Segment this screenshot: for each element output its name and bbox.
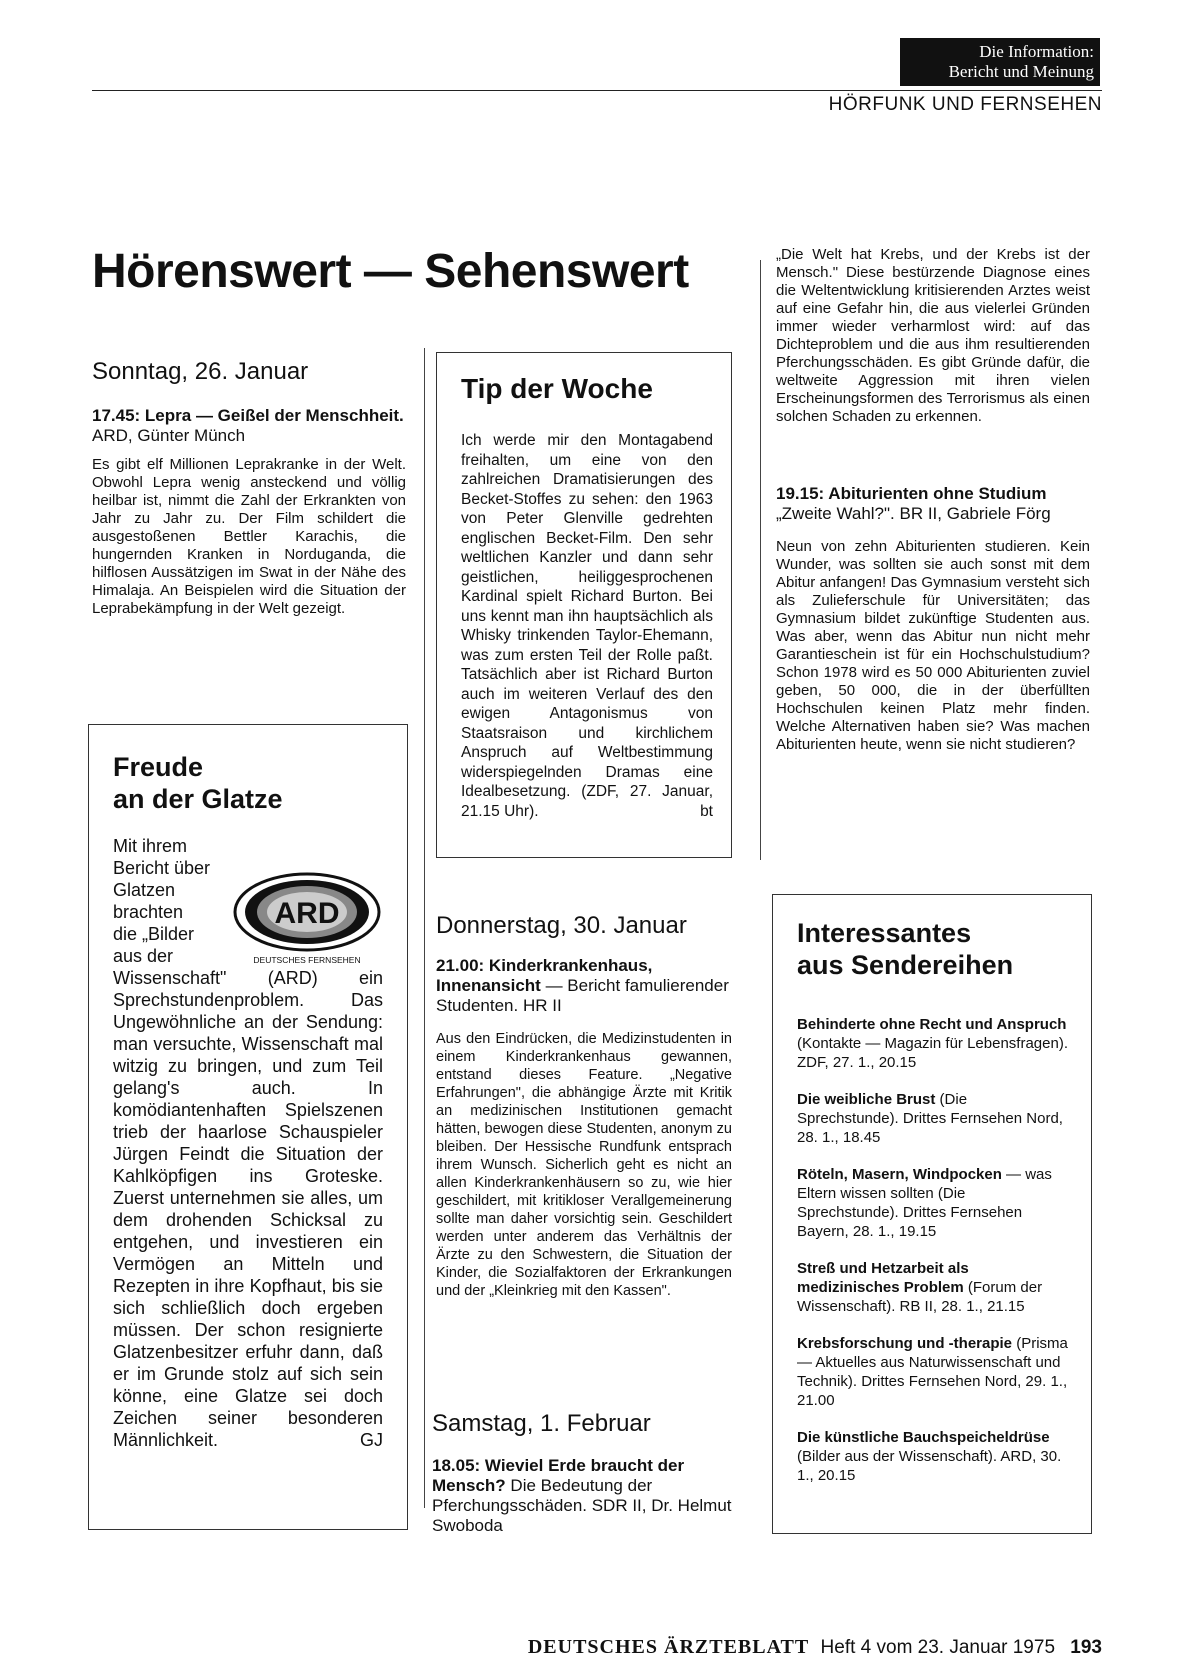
samstag-section <box>432 1410 732 1536</box>
entry-title: 19.15: Abiturienten ohne Studium <box>776 484 1047 503</box>
glatze-title-line1: Freude <box>113 752 204 782</box>
page-number: 193 <box>1070 1637 1102 1658</box>
day-heading-donnerstag: Donnerstag, 30. Januar <box>436 912 687 939</box>
entry-title: 17.45: Lepra — Geißel der Menschheit. <box>92 406 404 425</box>
entry-details: ARD, Günter Münch <box>92 426 246 445</box>
entry-details: „Zweite Wahl?". BR II, Gabriele Förg <box>776 504 1051 523</box>
item-title: Röteln, Masern, Windpocken <box>797 1166 1002 1183</box>
lead-line: aus der <box>113 946 174 966</box>
entry-title: 18.05: Wieviel Erde braucht der Mensch? <box>432 1456 685 1495</box>
info-header-box <box>900 38 1100 86</box>
magazine-name: DEUTSCHES ÄRZTEBLATT <box>527 1636 810 1658</box>
lead-line: brachten <box>113 902 184 922</box>
tip-box <box>436 352 732 858</box>
lead-line: Mit ihrem <box>113 836 188 856</box>
ard-logo <box>232 868 382 968</box>
program-entry-abiturienten <box>776 484 1090 524</box>
lead-line: die „Bilder <box>113 924 195 944</box>
interessantes-title <box>797 917 1013 981</box>
interessantes-title-line1: Interessantes <box>797 918 972 948</box>
glatze-title <box>113 751 283 815</box>
list-item <box>797 1428 1069 1485</box>
lead-line: Bericht über <box>113 858 211 878</box>
header-rule <box>92 90 1102 91</box>
info-header-line2: Bericht und Meinung <box>948 62 1094 81</box>
tip-body <box>461 431 713 821</box>
item-details: (Die Sprechstunde). Drittes Fernsehen Nord, 28. 1., 18.45 <box>797 1091 1063 1146</box>
entry-body: Neun von zehn Abiturienten studieren. Kein Wunder, was sollten sie auch sonst mit dem Abitur anfangen! Das Gymnasium versteht sich als Zulieferschule für Universitäten; das Gymnasium bildet zukünftige Studenten aus. Was aber, wenn das Abitur nun nicht mehr Garantieschein ist für ein Hochschulstudium? Schon 1978 wird es 50 000 Abiturienten zuviel geben, 50 000, die in der überfüllten Hochschulen keinen Platz mehr finden. Welche Alternativen haben sie? Was machen Abiturienten heute, wenn sie nicht studieren? <box>776 538 1090 753</box>
tip-title: Tip der Woche <box>461 373 653 404</box>
item-details: — was Eltern wissen sollten (Die Sprechstunde). Drittes Fernsehen Bayern, 28. 1., 19.15 <box>797 1166 1052 1240</box>
glatze-title-line2: an der Glatze <box>113 784 283 814</box>
krebs-intro: „Die Welt hat Krebs, und der Krebs ist der Mensch." Diese bestürzende Diagnose eines die Weltentwicklung kritisierenden Arztes weist auf eine Gefahr hin, die aus vielerlei Gründen immer wieder verharmlost wird: auf das Dichteproblem und die aus ihm resultierenden Pferchungsschäden. Es gibt Gründe dafür, die weltweite Aggression mit ihren vielen Erscheinungsformen des Terrorismus als einen solchen Schaden zu erkennen. <box>776 246 1090 425</box>
glatze-author: GJ <box>359 1430 383 1450</box>
entry-details: Die Bedeutung der Pferchungsschäden. SDR II, Dr. Helmut Swoboda <box>432 1476 732 1535</box>
program-entry-lepra <box>92 406 406 446</box>
tip-author: bt <box>700 802 713 820</box>
donnerstag-section <box>436 912 732 1300</box>
item-details: (Forum der Wissenschaft). RB II, 28. 1., 21.15 <box>797 1279 1043 1315</box>
glatze-body-text: Wissenschaft" (ARD) ein Sprechstundenproblem. Das Ungewöhnliche an der Sendung: man versuchte, Wissenschaft mal witzig zu bringen, und zum Teil gelang's auch. In komödiantenhaften Spielszenen trieb der haarlose Schauspieler Jürgen Feindt die Situation der Kahlköpfigen ins Groteske. Zuerst unternehmen sie alles, um dem drohenden Schicksal zu entgehen, und investieren ein Vermögen an Mitteln und Rezepten in ihre Kopfhaut, bis sie sich schließlich doch ergeben müssen. Der schon resignierte Glatzenbesitzer erfuhr dann, daß er im Grunde stolz auf sich sein könne, eine Glatze sei doch Zeichen seiner besonderen Männlichkeit. <box>113 968 383 1450</box>
sonntag-section <box>92 358 406 618</box>
page-title: Hörenswert — Sehenswert <box>92 245 689 298</box>
entry-body: Aus den Eindrücken, die Medizinstudenten in einem Kinderkrankenhaus gewannen, entstand dieses Feature. „Negative Erfahrungen", die abhängige Ärzte mit Kritik an medizinischen Institutionen gemacht hätten, bewogen diese Studenten, anonym zu bleiben. Der Hessische Rundfunk entsprach ihrem Wunsch. Sicherlich geht es nicht an allen Kinderkrankenhäusern so zu, wie hier geschildert, mit kritikloser Verallgemeinerung sollte man daher vorsichtig sein. Geschildert werden unter anderem das Verhältnis der Ärzte zu den Schwestern, die Situation der Kinder, die Sozialfaktoren der Erkrankungen und der „Kleinkrieg mit den Kassen". <box>436 1031 732 1299</box>
list-item <box>797 1165 1069 1241</box>
day-heading-sonntag: Sonntag, 26. Januar <box>92 358 309 385</box>
issue-info: Heft 4 vom 23. Januar 1975 <box>820 1637 1056 1658</box>
item-title: Die künstliche Bauchspeicheldrüse <box>797 1429 1050 1446</box>
item-details: (Prisma — Aktuelles aus Naturwissenschaft und Technik). Drittes Fernsehen Nord, 29. 1., 21.00 <box>797 1335 1068 1409</box>
item-title: Behinderte ohne Recht und Anspruch <box>797 1016 1067 1033</box>
list-item <box>797 1259 1069 1316</box>
column-divider-1 <box>424 348 425 1508</box>
list-item <box>797 1334 1069 1410</box>
entry-body: Es gibt elf Millionen Leprakranke in der Welt. Obwohl Lepra wenig ansteckend und völlig heilbar ist, nimmt die Zahl der Erkrankten von Jahr zu Jahr zu. Der Film schildert die ausgestoßenen Bettler Karachis, die hungernden Kranken in Norduganda, die hilflosen Aussätzigen im Swat in der Nähe des Himalaja. An Beispielen wird die Situation der Leprabekämpfung in der Welt gezeigt. <box>92 456 406 617</box>
column-divider-2 <box>760 260 761 860</box>
program-entry-erde <box>432 1456 732 1536</box>
interessantes-list <box>797 1015 1069 1485</box>
glatze-lead <box>113 835 229 967</box>
program-entry-kinderkrankenhaus <box>436 956 732 1016</box>
item-title: Streß und Hetzarbeit als medizinisches Problem <box>797 1260 969 1296</box>
lead-line: Glatzen <box>113 880 176 900</box>
tip-body-text: Ich werde mir den Montagabend freihalten, um eine von den zahlreichen Dramatisierungen des Becket-Stoffes zu sehen: den 1963 von Peter Glenville gedrehten englischen Becket-Film. Den sehr weltlichen Kanzler und dann sehr geistlichen, heiliggesprochenen Kardinal spielt Richard Burton. Bei uns kennt man ihn hauptsächlich als Whisky trinkenden Taylor-Ehemann, was zum ersten Teil der Rolle paßt. Tatsächlich aber ist Richard Burton auch im weiteren Verlauf des den ewigen Antagonismus von Staatsraison und kirchlichem Anspruch auf Weltbestimmung widerspiegelnden Dramas eine Idealbesetzung. (ZDF, 27. Januar, 21.15 Uhr). <box>461 432 713 820</box>
info-header-line1: Die Information: <box>979 42 1094 61</box>
glatze-body <box>113 967 383 1451</box>
entry-details: — Bericht famulierender Studenten. HR II <box>436 976 729 1015</box>
list-item <box>797 1015 1069 1072</box>
ard-logo-icon <box>232 868 382 968</box>
section-label: HÖRFUNK UND FERNSEHEN <box>828 94 1102 115</box>
ard-logo-caption: DEUTSCHES FERNSEHEN <box>253 955 361 965</box>
item-title: Krebsforschung und -therapie <box>797 1335 1013 1352</box>
day-heading-samstag: Samstag, 1. Februar <box>432 1410 651 1437</box>
item-title: Die weibliche Brust <box>797 1091 936 1108</box>
interessantes-box <box>772 894 1092 1534</box>
glatze-box <box>88 724 408 1530</box>
entry-title: 21.00: Kinderkrankenhaus, Innenansicht <box>436 956 653 995</box>
list-item <box>797 1090 1069 1147</box>
abiturienten-section <box>776 484 1090 754</box>
item-details: (Bilder aus der Wissenschaft). ARD, 30. 1., 20.15 <box>797 1448 1062 1484</box>
interessantes-title-line2: aus Sendereihen <box>797 950 1014 980</box>
item-details: (Kontakte — Magazin für Lebensfragen). ZDF, 27. 1., 20.15 <box>797 1035 1068 1071</box>
ard-logo-text: ARD <box>274 897 340 930</box>
page-footer <box>528 1636 1102 1659</box>
